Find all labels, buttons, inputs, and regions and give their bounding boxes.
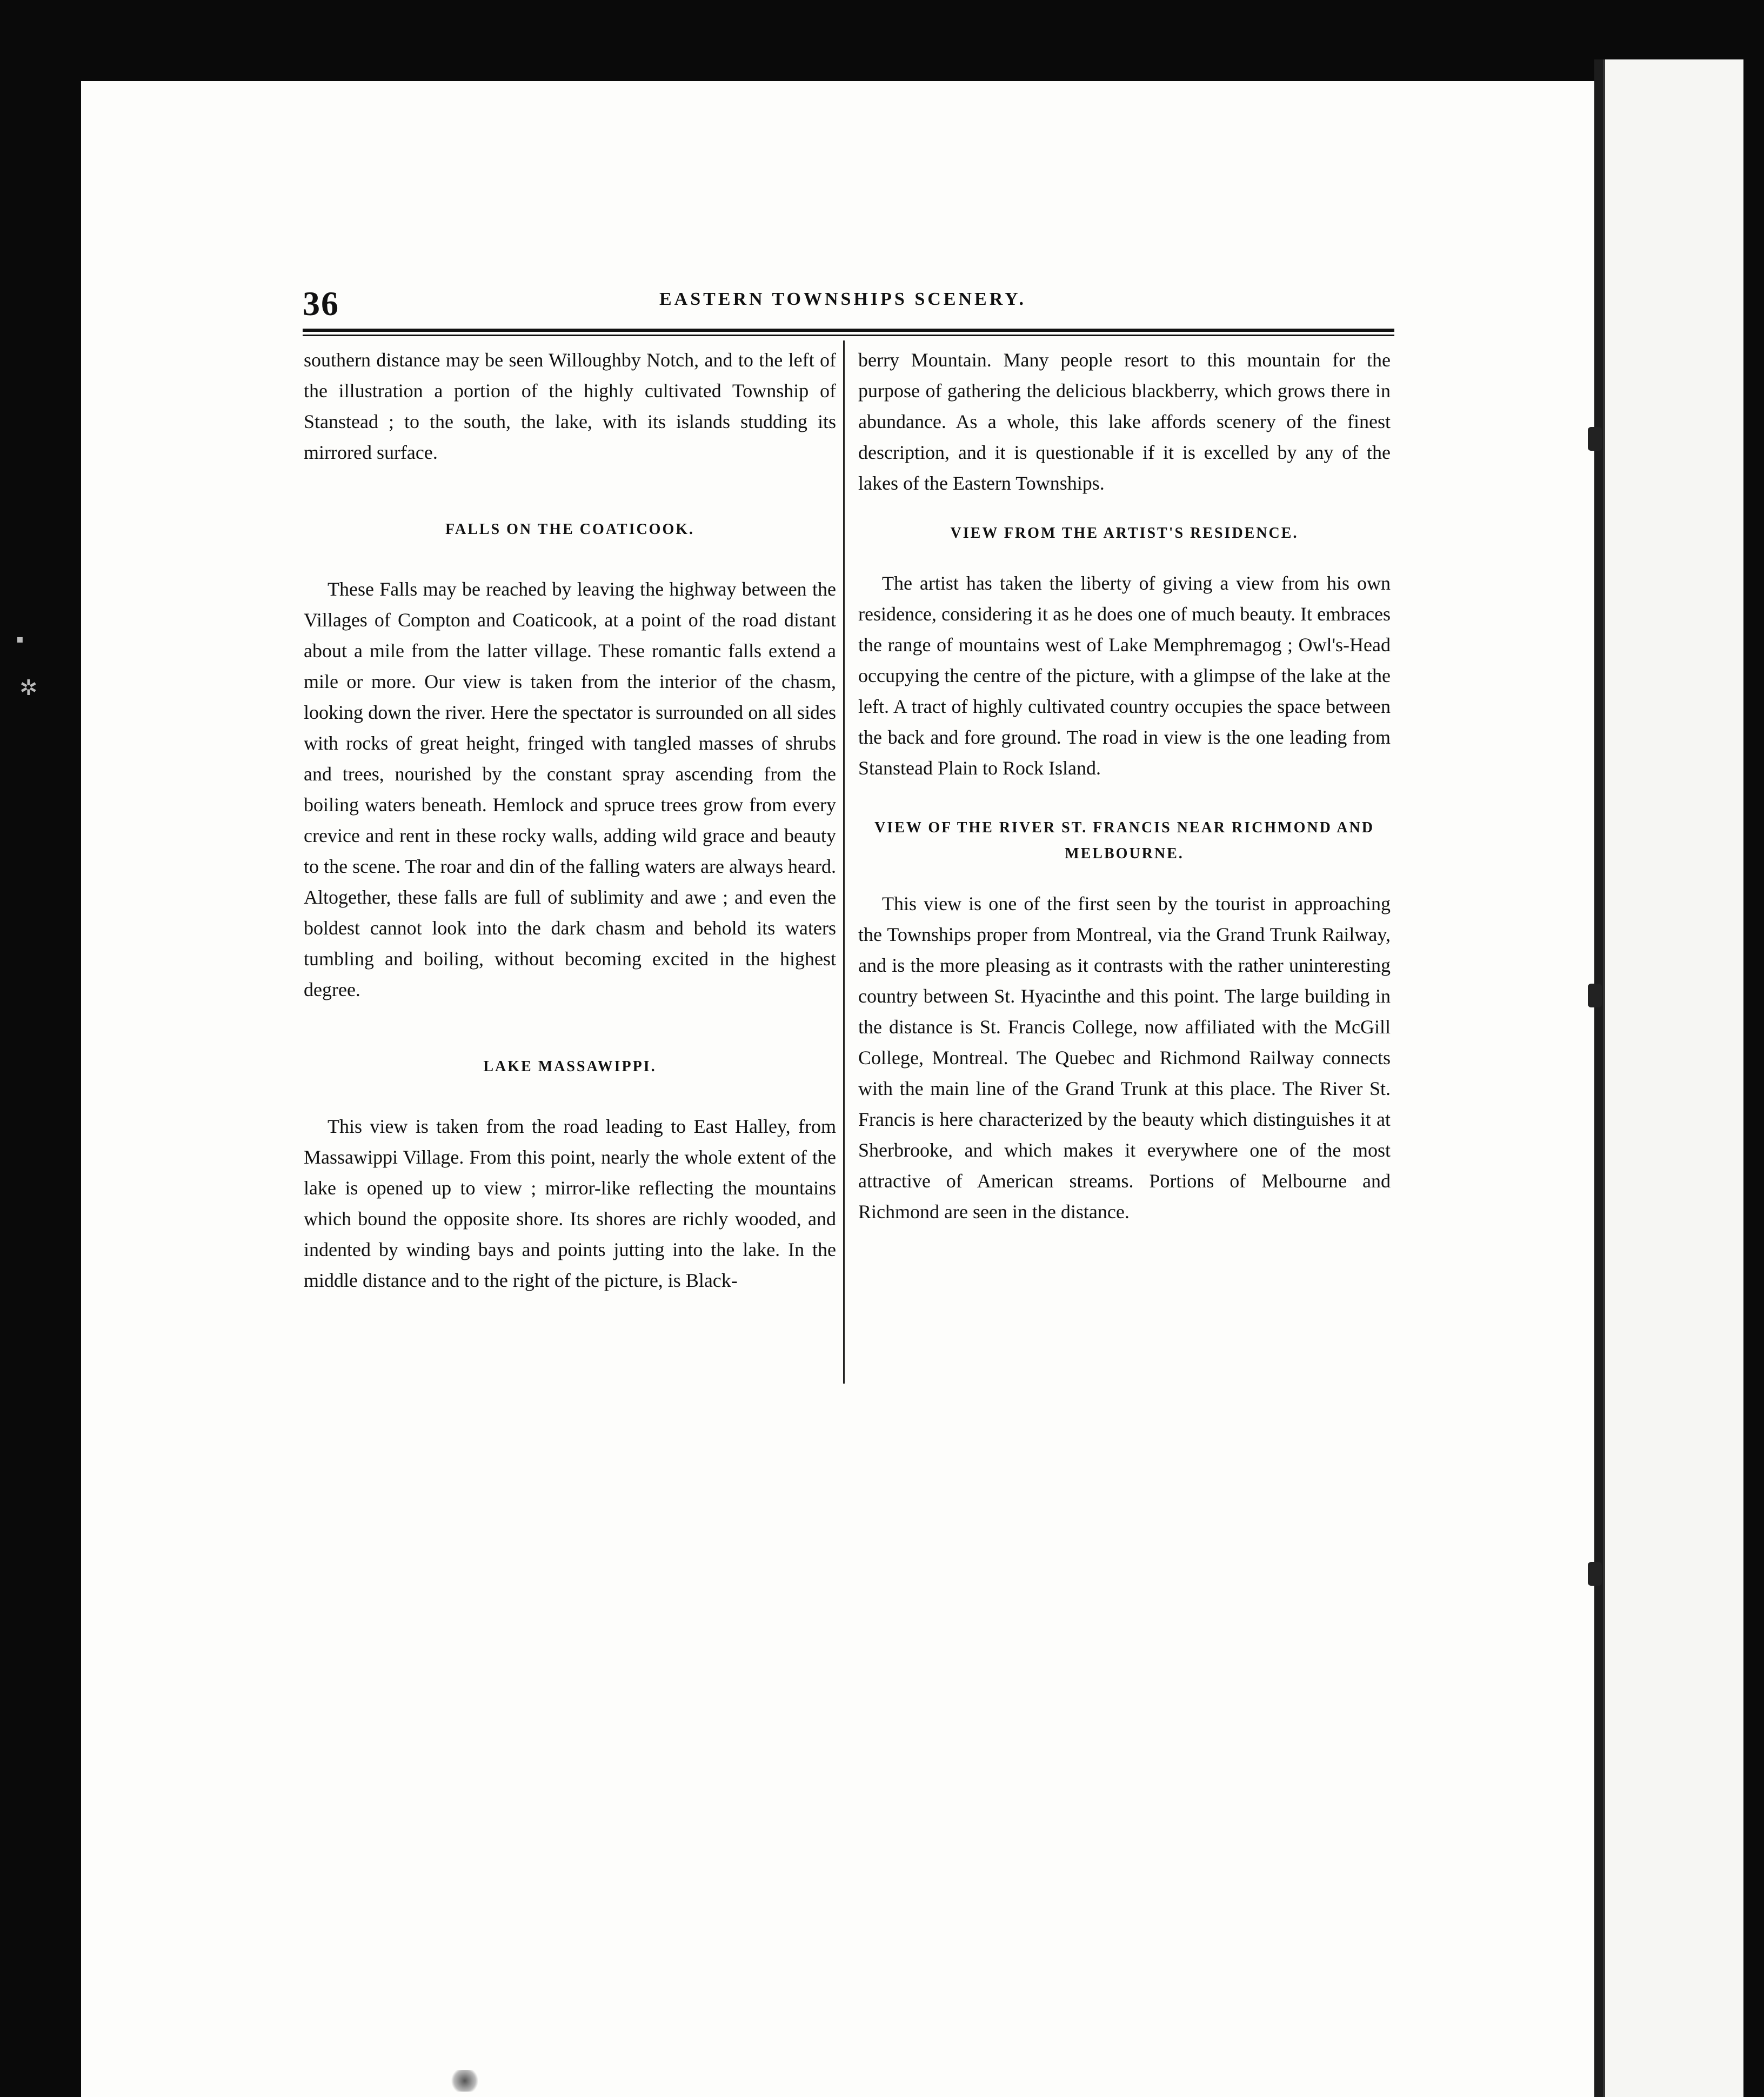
section-heading-river: VIEW OF THE RIVER ST. FRANCIS NEAR RICHMOND AND MELBOURNE. [874,819,1374,862]
binding-thread-mark [1588,1562,1602,1586]
margin-speck: ✲ [19,676,38,700]
left-column [304,345,836,1296]
section-heading-lake: LAKE MASSAWIPPI. [483,1058,657,1075]
section-heading-residence: VIEW FROM THE ARTIST'S RESIDENCE. [950,525,1299,542]
paragraph-residence: The artist has taken the liberty of giving a view from his own residence, considering it as he does one of much beauty. It embraces the range of mountains west of Lake Memphremagog ; Owl's-Head occupying the centre of the picture, with a glimpse of the lake at the left. A tract of highly cultivated country occupies the space between the back and fore ground. The road in view is the one leading from Stanstead Plain to Rock Island. [858,572,1391,779]
margin-speck: ▪ [16,632,24,645]
page-edge-shadow [1594,59,1603,2097]
running-head [303,273,1394,322]
paragraph-lake: This view is taken from the road leading to East Halley, from Massawippi Village. From this point, nearly the whole extent of the lake is opened up to view ; mirror-like reflecting the mountains which bound the opposite shore. Its shores are richly wooded, and indented by winding bays and points jutting into the lake. In the middle distance and to the right of the picture, is Black- [304,1116,836,1291]
binding-thread-mark [1588,984,1602,1007]
adjacent-page-strip [1603,59,1746,2097]
paragraph-river: This view is one of the first seen by the tourist in approaching the Townships proper from Montreal, via the Grand Trunk Railway, and is the more pleasing as it contrasts with the rather uninteresting country between St. Hyacinthe and this point. The large building in the distance is St. Francis College, now affiliated with the McGill College, Montreal. The Quebec and Richmond Railway connects with the main line of the Grand Trunk at this place. The River St. Francis is here characterized by the beauty which distinguishes it at Sherbrooke, and which makes it everywhere one of the most attractive of American streams. Portions of Melbourne and Richmond are seen in the distance. [858,893,1391,1223]
scan-border [1743,59,1764,2097]
column-divider [843,340,845,1384]
running-title: EASTERN TOWNSHIPS SCENERY. [659,289,1026,309]
right-column [858,345,1391,1227]
double-header-rule [303,329,1394,336]
continued-paragraph: southern distance may be seen Willoughby Notch, and to the left of the illustration a portion of the highly cultivated Township of Stanstead ; to the south, the lake, with its islands studding its mirrored surface. [304,349,836,463]
continued-paragraph: berry Mountain. Many people resort to this mountain for the purpose of gathering the delicious blackberry, which grows there in abundance. As a whole, this lake affords scenery of the finest description, and it is questionable if it is excelled by any of the lakes of the Eastern Townships. [858,349,1391,494]
bottom-ink-smudge [449,2070,481,2092]
binding-thread-mark [1588,427,1602,451]
page-number: 36 [303,284,339,323]
section-heading-falls: FALLS ON THE COATICOOK. [445,521,695,538]
paragraph-falls: These Falls may be reached by leaving the highway between the Villages of Compton and Coaticook, at a point of the road distant about a mile from the latter village. These romantic falls extend a mile or more. Our view is taken from the interior of the chasm, looking down the river. Here the spectator is surrounded on all sides with rocks of great height, fringed with tangled masses of shrubs and trees, nourished by the constant spray ascending from the boiling waters beneath. Hemlock and spruce trees grow from every crevice and rent in these rocky walls, adding wild grace and beauty to the scene. The roar and din of the falling waters are always heard. Altogether, these falls are full of sublimity and awe ; and even the boldest cannot look into the dark chasm and behold its waters tumbling and boiling, without becoming excited in the highest degree. [304,578,836,1000]
